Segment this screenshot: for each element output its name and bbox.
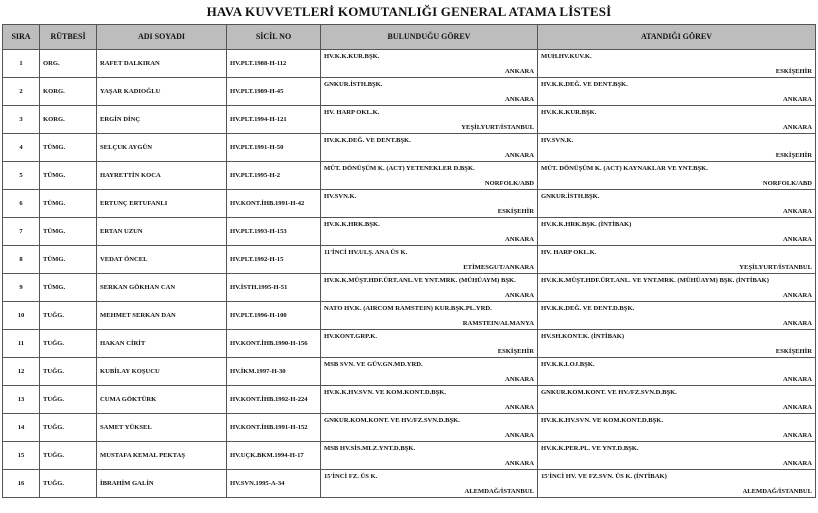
- atandigi-location: NORFOLK/ABD: [762, 179, 812, 187]
- bulundugu-gorev-text: HV.KONT.GRP.K.: [324, 333, 378, 340]
- cell-adi-soyadi: MEHMET SERKAN DAN: [97, 302, 227, 330]
- cell-sira: 14: [3, 414, 40, 442]
- cell-adi-soyadi: ERTUNÇ ERTUFANLI: [97, 190, 227, 218]
- bulundugu-location: ETİMESGUT/ANKARA: [463, 263, 534, 271]
- cell-sira: 2: [3, 78, 40, 106]
- atandigi-location: ANKARA: [783, 431, 812, 439]
- cell-atandigi-gorev: [538, 134, 816, 162]
- cell-adi-soyadi: RAFET DALKIRAN: [97, 50, 227, 78]
- cell-bulundugu-gorev: [321, 106, 538, 134]
- cell-sicil-no: HV.PLT.1996-H-100: [227, 302, 321, 330]
- atandigi-gorev-text: 15'İNCİ HV. VE FZ.SVN. ÜS K. (İNTİBAK): [541, 473, 667, 480]
- cell-rutbe: TÜMG.: [40, 246, 97, 274]
- cell-atandigi-gorev: [538, 414, 816, 442]
- cell-rutbe: TÜMG.: [40, 274, 97, 302]
- cell-sira: 15: [3, 442, 40, 470]
- cell-sicil-no: HV.İKM.1997-H-30: [227, 358, 321, 386]
- cell-sicil-no: HV.İSTH.1995-H-51: [227, 274, 321, 302]
- table-header-row: [3, 25, 816, 50]
- atandigi-location: ESKİŞEHİR: [775, 151, 812, 159]
- cell-atandigi-gorev: [538, 50, 816, 78]
- page-title: HAVA KUVVETLERİ KOMUTANLIĞI GENERAL ATAMA LİSTESİ: [206, 4, 612, 19]
- cell-atandigi-gorev: [538, 358, 816, 386]
- bulundugu-gorev-text: HV.SVN.K.: [324, 193, 357, 200]
- bulundugu-location: ANKARA: [505, 291, 534, 299]
- cell-atandigi-gorev: [538, 470, 816, 498]
- cell-rutbe: ORG.: [40, 50, 97, 78]
- cell-sicil-no: HV.UÇK.BKM.1994-H-17: [227, 442, 321, 470]
- cell-sira: 4: [3, 134, 40, 162]
- bulundugu-location: ANKARA: [505, 235, 534, 243]
- atandigi-location: ALEMDAĞ/İSTANBUL: [742, 487, 812, 495]
- cell-adi-soyadi: SERKAN GÖKHAN CAN: [97, 274, 227, 302]
- header-sicil-no: SİCİL NO: [227, 25, 321, 50]
- table-row: [3, 414, 816, 442]
- cell-rutbe: TUĞG.: [40, 470, 97, 498]
- bulundugu-gorev-text: HV.K.K.DEĞ. VE DENT.BŞK.: [324, 137, 411, 144]
- atandigi-location: ESKİŞEHİR: [775, 347, 812, 355]
- cell-sira: 7: [3, 218, 40, 246]
- cell-sicil-no: HV.PLT.1994-H-121: [227, 106, 321, 134]
- atandigi-location: ANKARA: [783, 375, 812, 383]
- cell-rutbe: TUĞG.: [40, 358, 97, 386]
- cell-sira: 10: [3, 302, 40, 330]
- bulundugu-location: NORFOLK/ABD: [484, 179, 534, 187]
- atandigi-gorev-text: HV.SH.KONT.K. (İNTİBAK): [541, 333, 625, 340]
- table-row: [3, 358, 816, 386]
- bulundugu-location: ANKARA: [505, 375, 534, 383]
- atandigi-location: ANKARA: [783, 207, 812, 215]
- assignment-table: [2, 24, 816, 498]
- cell-rutbe: KORG.: [40, 78, 97, 106]
- bulundugu-gorev-text: GNKUR.İSTH.BŞK.: [324, 81, 383, 88]
- cell-bulundugu-gorev: [321, 218, 538, 246]
- cell-sicil-no: HV.PLT.1989-H-45: [227, 78, 321, 106]
- atandigi-gorev-text: GNKUR.KOM.KONT. VE HV./FZ.SVN.D.BŞK.: [541, 389, 677, 396]
- bulundugu-location: ESKİŞEHİR: [497, 207, 534, 215]
- cell-atandigi-gorev: [538, 330, 816, 358]
- cell-sicil-no: HV.KONT.İHB.1991-H-42: [227, 190, 321, 218]
- bulundugu-location: ANKARA: [505, 459, 534, 467]
- bulundugu-gorev-text: HV.K.K.HV.SVN. VE KOM.KONT.D.BŞK.: [324, 389, 447, 396]
- table-row: [3, 386, 816, 414]
- table-row: [3, 50, 816, 78]
- cell-sira: 12: [3, 358, 40, 386]
- cell-atandigi-gorev: [538, 246, 816, 274]
- bulundugu-gorev-text: HV. HARP OKL.K.: [324, 109, 380, 116]
- bulundugu-location: ANKARA: [505, 67, 534, 75]
- cell-sicil-no: HV.PLT.1988-H-112: [227, 50, 321, 78]
- cell-bulundugu-gorev: [321, 386, 538, 414]
- cell-sira: 11: [3, 330, 40, 358]
- atandigi-gorev-text: HV.K.K.DEĞ. VE DENT.D.BŞK.: [541, 305, 635, 312]
- cell-bulundugu-gorev: [321, 190, 538, 218]
- cell-rutbe: TUĞG.: [40, 302, 97, 330]
- cell-sicil-no: HV.SVN.1995-A-34: [227, 470, 321, 498]
- header-sira: SIRA: [3, 25, 40, 50]
- bulundugu-location: ALEMDAĞ/İSTANBUL: [464, 487, 534, 495]
- table-row: [3, 330, 816, 358]
- cell-sira: 8: [3, 246, 40, 274]
- cell-sicil-no: HV.PLT.1992-H-15: [227, 246, 321, 274]
- cell-rutbe: TUĞG.: [40, 442, 97, 470]
- header-atandigi-gorev: ATANDIĞI GÖREV: [538, 25, 816, 50]
- atandigi-gorev-text: HV.K.K.HRK.BŞK. (İNTİBAK): [541, 221, 632, 228]
- atandigi-gorev-text: HV.SVN.K.: [541, 137, 574, 144]
- cell-atandigi-gorev: [538, 274, 816, 302]
- cell-sicil-no: HV.KONT.İHB.1990-H-156: [227, 330, 321, 358]
- cell-adi-soyadi: VEDAT ÖNCEL: [97, 246, 227, 274]
- cell-adi-soyadi: SAMET YÜKSEL: [97, 414, 227, 442]
- cell-sira: 1: [3, 50, 40, 78]
- cell-sira: 3: [3, 106, 40, 134]
- table-row: [3, 470, 816, 498]
- cell-bulundugu-gorev: [321, 50, 538, 78]
- cell-sicil-no: HV.PLT.1993-H-153: [227, 218, 321, 246]
- cell-atandigi-gorev: [538, 78, 816, 106]
- cell-adi-soyadi: KUBİLAY KOŞUCU: [97, 358, 227, 386]
- cell-atandigi-gorev: [538, 442, 816, 470]
- bulundugu-location: YEŞİLYURT/İSTANBUL: [461, 123, 534, 131]
- cell-rutbe: TÜMG.: [40, 190, 97, 218]
- cell-rutbe: KORG.: [40, 106, 97, 134]
- atandigi-location: ANKARA: [783, 459, 812, 467]
- table-row: [3, 246, 816, 274]
- cell-sicil-no: HV.PLT.1991-H-50: [227, 134, 321, 162]
- atandigi-gorev-text: GNKUR.İSTH.BŞK.: [541, 193, 600, 200]
- cell-adi-soyadi: YAŞAR KADIOĞLU: [97, 78, 227, 106]
- atandigi-location: ESKİŞEHİR: [775, 67, 812, 75]
- cell-bulundugu-gorev: [321, 246, 538, 274]
- cell-rutbe: TUĞG.: [40, 414, 97, 442]
- cell-sicil-no: HV.KONT.İHB.1991-H-152: [227, 414, 321, 442]
- bulundugu-location: ANKARA: [505, 95, 534, 103]
- cell-bulundugu-gorev: [321, 302, 538, 330]
- table-row: [3, 302, 816, 330]
- bulundugu-gorev-text: 11'İNCİ HV.ULŞ. ANA ÜS K.: [324, 249, 408, 256]
- table-row: [3, 442, 816, 470]
- cell-adi-soyadi: HAKAN CİRİT: [97, 330, 227, 358]
- cell-sira: 9: [3, 274, 40, 302]
- atandigi-location: ANKARA: [783, 319, 812, 327]
- cell-sira: 16: [3, 470, 40, 498]
- bulundugu-location: ESKİŞEHİR: [497, 347, 534, 355]
- cell-bulundugu-gorev: [321, 78, 538, 106]
- atandigi-location: YEŞİLYURT/İSTANBUL: [739, 263, 812, 271]
- bulundugu-location: RAMSTEIN/ALMANYA: [462, 319, 534, 327]
- header-bulundugu-gorev: BULUNDUĞU GÖREV: [321, 25, 538, 50]
- bulundugu-gorev-text: HV.K.K.KUR.BŞK.: [324, 53, 380, 60]
- atandigi-gorev-text: MUH.HV.KUV.K.: [541, 53, 592, 60]
- atandigi-gorev-text: HV.K.K.DEĞ. VE DENT.BŞK.: [541, 81, 628, 88]
- cell-rutbe: TUĞG.: [40, 386, 97, 414]
- cell-adi-soyadi: HAYRETTİN KOCA: [97, 162, 227, 190]
- cell-sicil-no: HV.KONT.İHB.1992-H-224: [227, 386, 321, 414]
- atandigi-location: ANKARA: [783, 123, 812, 131]
- atandigi-location: ANKARA: [783, 291, 812, 299]
- bulundugu-gorev-text: GNKUR.KOM.KONT. VE HV./FZ.SVN.D.BŞK.: [324, 417, 460, 424]
- cell-rutbe: TÜMG.: [40, 162, 97, 190]
- bulundugu-gorev-text: MSB HV.SİS.MLZ.YNT.D.BŞK.: [324, 445, 416, 452]
- cell-bulundugu-gorev: [321, 358, 538, 386]
- table-row: [3, 218, 816, 246]
- atandigi-location: ANKARA: [783, 403, 812, 411]
- cell-atandigi-gorev: [538, 302, 816, 330]
- cell-rutbe: TÜMG.: [40, 218, 97, 246]
- header-adi-soyadi: ADI SOYADI: [97, 25, 227, 50]
- cell-sira: 5: [3, 162, 40, 190]
- table-row: [3, 106, 816, 134]
- cell-adi-soyadi: SELÇUK AYGÜN: [97, 134, 227, 162]
- cell-bulundugu-gorev: [321, 274, 538, 302]
- table-row: [3, 274, 816, 302]
- cell-adi-soyadi: İBRAHİM GALİN: [97, 470, 227, 498]
- cell-atandigi-gorev: [538, 218, 816, 246]
- bulundugu-gorev-text: MÜT. DÖNÜŞÜM K. (ACT) YETENEKLER D.BŞK.: [324, 165, 475, 172]
- cell-atandigi-gorev: [538, 386, 816, 414]
- bulundugu-gorev-text: HV.K.K.MÜŞT.HDF.ÜRT.ANL.VE YNT.MRK. (MÜHÜAYM) BŞK.: [324, 277, 516, 284]
- bulundugu-gorev-text: HV.K.K.HRK.BŞK.: [324, 221, 380, 228]
- atandigi-gorev-text: HV.K.K.MÜŞT.HDF.ÜRT.ANL. VE YNT.MRK. (MÜHÜAYM) BŞK. (İNTİBAK): [541, 277, 769, 284]
- cell-atandigi-gorev: [538, 190, 816, 218]
- table-row: [3, 134, 816, 162]
- cell-sicil-no: HV.PLT.1995-H-2: [227, 162, 321, 190]
- table-row: [3, 162, 816, 190]
- atandigi-gorev-text: HV. HARP OKL.K.: [541, 249, 597, 256]
- cell-sira: 13: [3, 386, 40, 414]
- atandigi-gorev-text: HV.K.K.PER.PL. VE YNT.D.BŞK.: [541, 445, 639, 452]
- bulundugu-location: ANKARA: [505, 151, 534, 159]
- header-rutbe: RÜTBESİ: [40, 25, 97, 50]
- bulundugu-gorev-text: MSB SVN. VE GÜV.GN.MD.YRD.: [324, 361, 423, 368]
- atandigi-gorev-text: HV.K.K.HV.SVN. VE KOM.KONT.D.BŞK.: [541, 417, 664, 424]
- bulundugu-location: ANKARA: [505, 431, 534, 439]
- atandigi-location: ANKARA: [783, 235, 812, 243]
- bulundugu-location: ANKARA: [505, 403, 534, 411]
- atandigi-gorev-text: HV.K.K.KUR.BŞK.: [541, 109, 597, 116]
- atandigi-location: ANKARA: [783, 95, 812, 103]
- cell-adi-soyadi: ERGİN DİNÇ: [97, 106, 227, 134]
- cell-bulundugu-gorev: [321, 330, 538, 358]
- bulundugu-gorev-text: NATO HV.K. (AIRCOM RAMSTEIN) KUR.BŞK.PL.YRD.: [324, 305, 492, 312]
- cell-atandigi-gorev: [538, 162, 816, 190]
- cell-adi-soyadi: CUMA GÖKTÜRK: [97, 386, 227, 414]
- cell-adi-soyadi: ERTAN UZUN: [97, 218, 227, 246]
- cell-bulundugu-gorev: [321, 162, 538, 190]
- cell-bulundugu-gorev: [321, 442, 538, 470]
- atandigi-gorev-text: HV.K.K.LOJ.BŞK.: [541, 361, 595, 368]
- cell-atandigi-gorev: [538, 106, 816, 134]
- cell-sira: 6: [3, 190, 40, 218]
- table-row: [3, 190, 816, 218]
- atandigi-gorev-text: MÜT. DÖNÜŞÜM K. (ACT) KAYNAKLAR VE YNT.BŞK.: [541, 165, 708, 172]
- cell-rutbe: TUĞG.: [40, 330, 97, 358]
- cell-bulundugu-gorev: [321, 134, 538, 162]
- bulundugu-gorev-text: 15'İNCİ FZ. ÜS K.: [324, 473, 378, 480]
- cell-adi-soyadi: MUSTAFA KEMAL PEKTAŞ: [97, 442, 227, 470]
- cell-rutbe: TÜMG.: [40, 134, 97, 162]
- table-row: [3, 78, 816, 106]
- cell-bulundugu-gorev: [321, 470, 538, 498]
- cell-bulundugu-gorev: [321, 414, 538, 442]
